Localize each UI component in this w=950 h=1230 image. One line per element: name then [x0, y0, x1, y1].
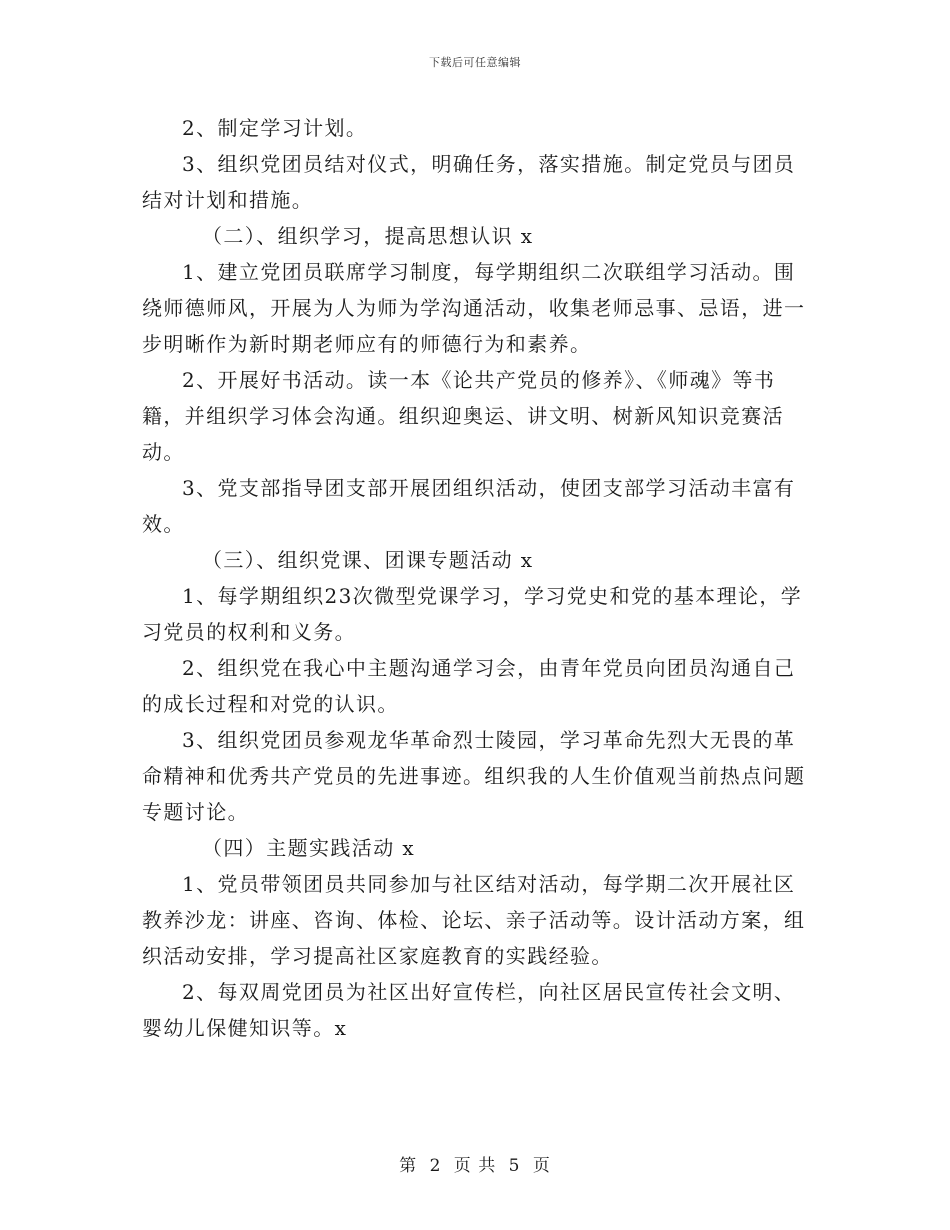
paragraph: 2、制定学习计划。: [182, 116, 368, 140]
paragraph: 2、组织党在我心中主题沟通学习会，由青年党员向团员沟通自己的成长过程和对党的认识。: [142, 656, 796, 716]
page-header-note: 下载后可任意编辑: [429, 56, 521, 69]
paragraph: 3、组织党团员参观龙华革命烈士陵园，学习革命先烈大无畏的革命精神和优秀共产党员的先进事迹。组织我的人生价值观当前热点问题专题讨论。: [142, 728, 806, 824]
paragraph: 2、每双周党团员为社区出好宣传栏，向社区居民宣传社会文明、婴幼儿保健知识等。x: [142, 980, 796, 1040]
footer-suffix: 页: [532, 1156, 551, 1176]
paragraph: 3、党支部指导团支部开展团组织活动，使团支部学习活动丰富有效。: [142, 476, 796, 536]
footer-prefix: 第: [399, 1156, 418, 1176]
page-number-footer: [0, 1151, 950, 1176]
section-heading: （四）主题实践活动 x: [202, 836, 416, 860]
footer-middle: 页 共: [453, 1156, 497, 1176]
document-body: [142, 110, 810, 1046]
paragraph: 1、每学期组织23次微型党课学习，学习党史和党的基本理论，学习党员的权利和义务。: [142, 584, 803, 644]
current-page-number: 2: [429, 1156, 442, 1176]
paragraph: 1、党员带领团员共同参加与社区结对活动，每学期二次开展社区教养沙龙：讲座、咨询、体检、论坛、亲子活动等。设计活动方案，组织活动安排，学习提高社区家庭教育的实践经验。: [142, 872, 806, 968]
total-page-number: 5: [508, 1156, 521, 1176]
paragraph: 2、开展好书活动。读一本《论共产党员的修养》、《师魂》等书籍，并组织学习体会沟通。组织迎奥运、讲文明、树新风知识竞赛活动。: [142, 368, 784, 464]
paragraph: 3、组织党团员结对仪式，明确任务，落实措施。制定党员与团员结对计划和措施。: [142, 152, 796, 212]
section-heading: （三）、组织党课、团课专题活动 x: [202, 548, 534, 572]
paragraph: 1、建立党团员联席学习制度，每学期组织二次联组学习活动。围绕师德师风，开展为人为师为学沟通活动，收集老师忌事、忌语，进一步明晰作为新时期老师应有的师德行为和素养。: [142, 260, 806, 356]
section-heading: （二）、组织学习，提高思想认识 x: [202, 224, 534, 248]
